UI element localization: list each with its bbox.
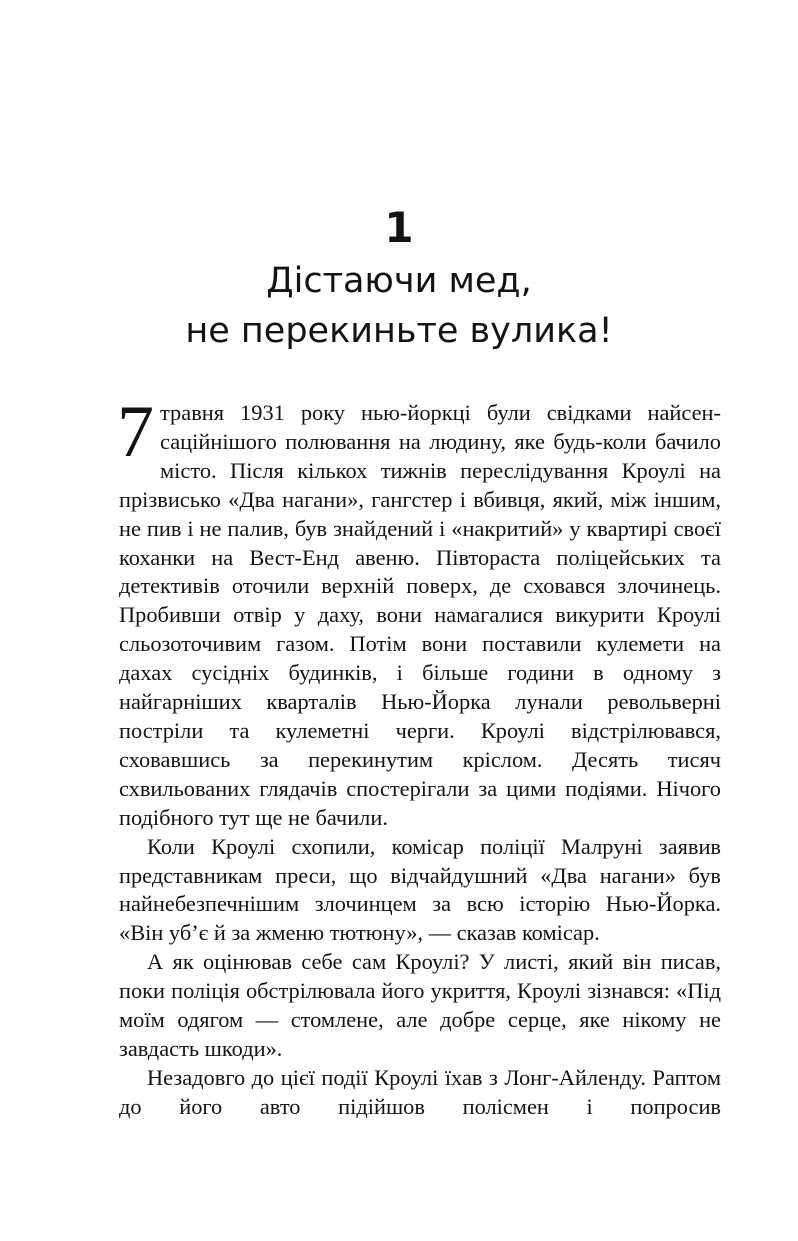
paragraph-2: Коли Кроулі схопили, комісар поліції Малруні заявив представникам преси, що відчайдушний «Два нагани» був найнебезпечнішим злочинцем за всю історію Нью-Йорка. «Він уб’є й за жменю тютюну», — сказав комісар. xyxy=(119,833,721,946)
paragraph-1 xyxy=(117,391,721,833)
paragraph-1-text: травня 1931 року нью-йоркці були свідками найсенсаційнішого полювання на людину, яке будь-коли бачило місто. Після кількох тижнів переслідування Кроулі на прізвисько «Два нагани», гангстер і вбивця, який, між іншим, не пив і не палив, був знайдений і «накритий» у квартирі своєї коханки на Вест-Енд авеню. Півтораста поліцейських та детективів оточили верхній поверх, де сховався злочинець. Пробивши отвір у даху, вони намагалися викурити Кроулі сльозоточивим газом. Потім вони поставили кулемети на дахах сусідніх будинків, і більше години в одному з найгарніших кварталів Нью-Йорка лунали револьверні постріли та кулеметні черги. Кроулі відстрілювався, сховавшись за перекинутим кріслом. Десять тисяч схвильованих глядачів спостерігали за цими подіями. Нічого подібного тут ще не бачили. xyxy=(119,400,721,830)
paragraph-3: А як оцінював себе сам Кроулі? У листі, який він писав, поки поліція обстрілювала його укриття, Кроулі зізнався: «Під моїм одягом — стомлене, але добре серце, яке нікому не завдасть шкоди». xyxy=(119,949,721,1061)
chapter-title-line-1: Дістаючи мед, xyxy=(266,261,532,301)
paragraph-4: Незадовго до цієї події Кроулі їхав з Лонг-Айленду. Раптом до його авто підійшов полісмен і попросив xyxy=(119,1064,721,1119)
chapter-title-line-2: не перекиньте вулика! xyxy=(185,311,613,351)
chapter-number: 1 xyxy=(384,203,414,252)
body-text xyxy=(117,391,721,1122)
chapter-title xyxy=(0,256,798,356)
drop-cap: 7 xyxy=(117,391,154,473)
